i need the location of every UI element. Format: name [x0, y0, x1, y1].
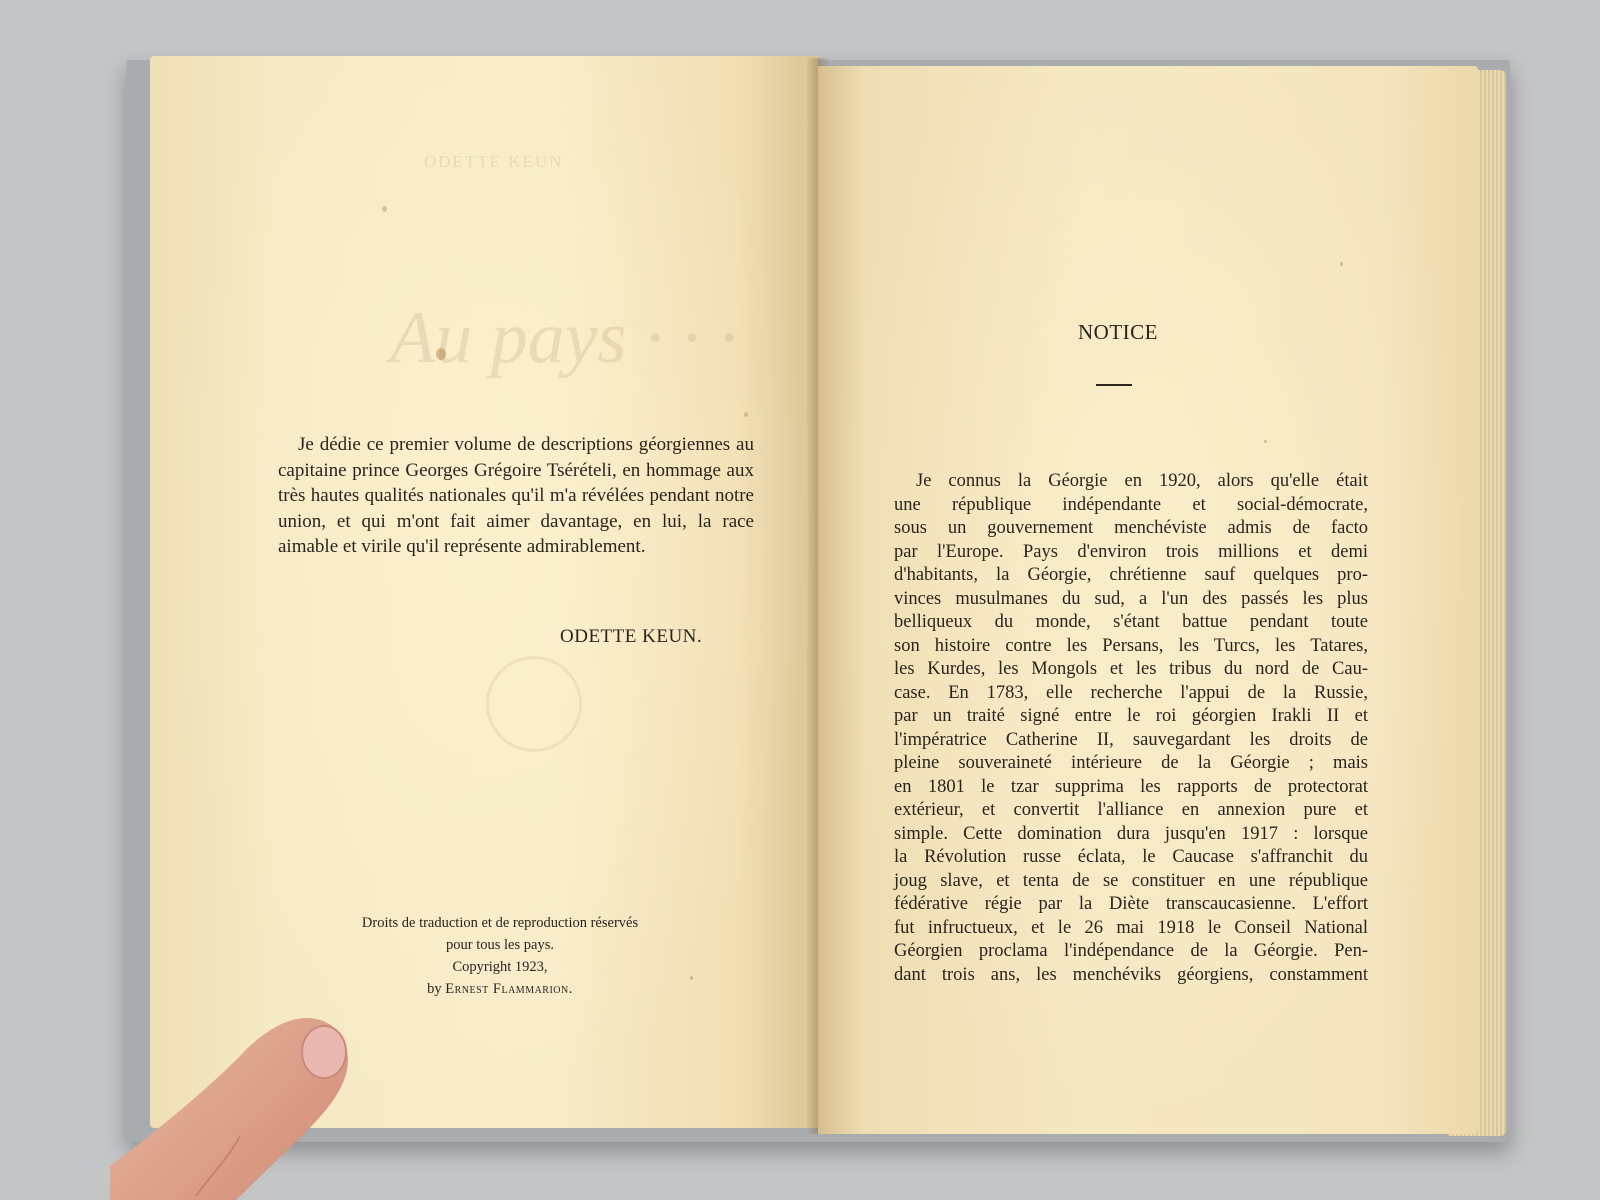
text-line: vinces musulmanes du sud, a l'un des passés les plus [894, 588, 1368, 609]
show-through-title: Au pays · · · [390, 297, 738, 379]
publisher-by: by [427, 981, 442, 997]
foxing-stain [744, 412, 748, 417]
text-line: Géorgien proclama l'indépendance de la Géorgie. Pen- [894, 941, 1368, 961]
text-line: sous un gouvernement menchéviste admis de facto [894, 518, 1368, 538]
foxing-stain [382, 206, 387, 212]
text-line: les Kurdes, les Mongols et les tribus du nord de Cau- [894, 659, 1368, 679]
rights-line-1: Droits de traduction et de reproduction réservés [361, 915, 639, 931]
text-line: belliqueux du monde, s'étant battue pendant toute [894, 612, 1368, 632]
foxing-stain [436, 348, 446, 360]
text-line: extérieur, et convertit l'alliance en annexion pure et [894, 800, 1368, 820]
text-line: d'habitants, la Géorgie, chrétienne sauf quelques pro- [894, 565, 1368, 585]
publisher-line [300, 978, 700, 1000]
rights-notice [300, 912, 700, 1000]
text-line: dant trois ans, les menchéviks géorgiens, constamment [894, 964, 1368, 985]
text-line: la Révolution russe éclata, le Caucase s'affranchit du [894, 847, 1368, 867]
text-line: pleine souveraineté intérieure de la Géorgie ; mais [894, 753, 1368, 773]
rights-line-2: pour tous les pays. [446, 937, 554, 953]
text-line: par l'Europe. Pays d'environ trois millions et demi [894, 541, 1368, 562]
text-line: une république indépendante et social-démocrate, [894, 494, 1368, 515]
copyright-line: Copyright 1923, [452, 959, 548, 975]
show-through-seal [486, 656, 582, 752]
show-through-text: ODETTE KEUN [424, 152, 564, 171]
text-line: fut infructueux, et le 26 mai 1918 le Conseil National [894, 917, 1368, 938]
text-line: Je connus la Géorgie en 1920, alors qu'elle était [916, 471, 1368, 491]
dedication-text: Je dédie ce premier volume de descriptions géorgiennes au capitaine prince Georges Grégoire Tsérételi, en hommage aux très hautes qualités nationales qu'il m'a révélées pendant notre union, et qui m'ont fait aimer davantage, en lui, la race aimable et virile qu'il représente admirablement. [278, 434, 754, 557]
notice-title: NOTICE [1078, 320, 1158, 344]
author-signature: ODETTE KEUN. [560, 626, 703, 647]
left-page [150, 56, 818, 1128]
foxing-stain [1264, 440, 1267, 443]
text-line: fédérative régie par la Diète transcaucasienne. L'effort [894, 894, 1368, 914]
text-line: case. En 1783, elle recherche l'appui de la Russie, [894, 682, 1368, 703]
text-line: l'impératrice Catherine II, sauvegardant les droits de [894, 729, 1368, 750]
foxing-stain [1340, 262, 1343, 266]
finger [110, 1016, 410, 1200]
text-line: en 1801 le tzar supprima les rapports de protectorat [894, 776, 1368, 797]
notice-body [894, 470, 1368, 987]
right-page [818, 66, 1478, 1134]
text-line: son histoire contre les Persans, les Turcs, les Tatares, [894, 635, 1368, 656]
text-line: par un traité signé entre le roi géorgien Irakli II et [894, 706, 1368, 726]
title-rule [1096, 384, 1132, 386]
text-line: simple. Cette domination dura jusqu'en 1917 : lorsque [894, 823, 1368, 844]
text-line: joug slave, et tenta de se constituer en une république [894, 870, 1368, 891]
publisher-name: Ernest Flammarion. [445, 981, 573, 997]
